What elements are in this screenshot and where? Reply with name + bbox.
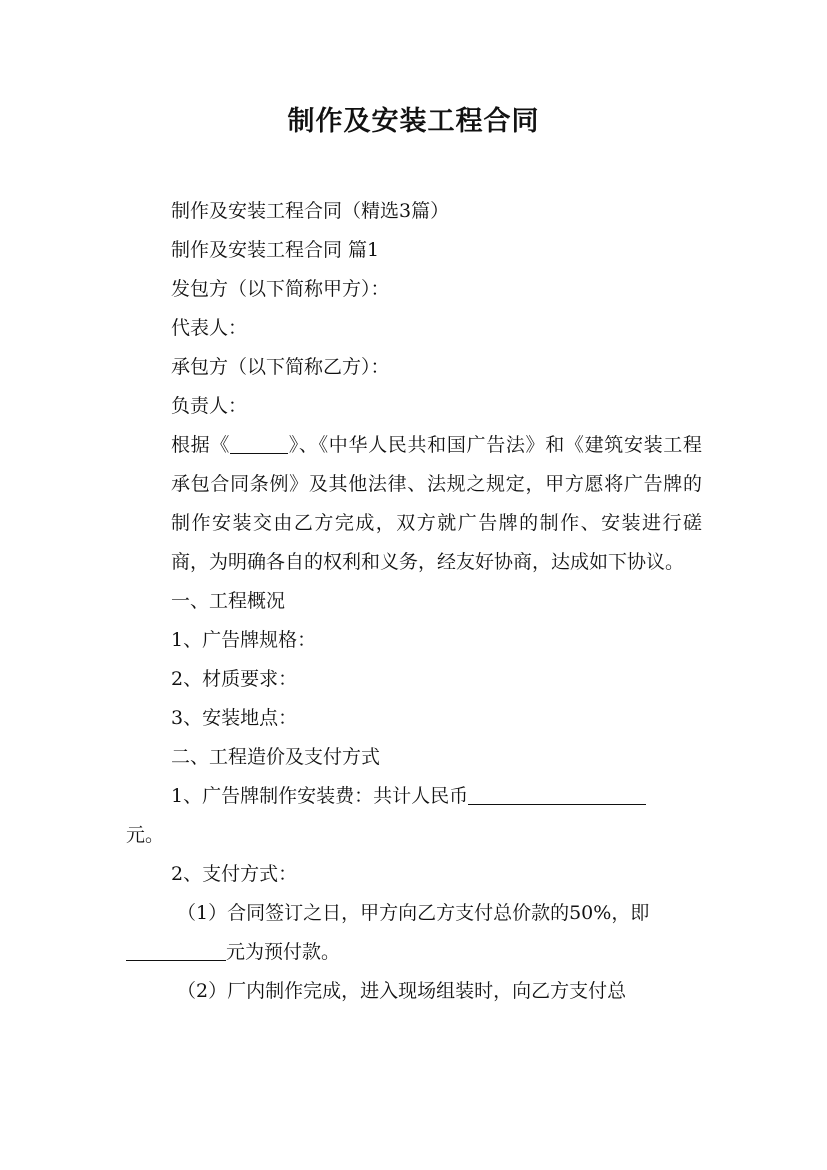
intro-post: 》、《中华人民共和国广告法》和《建筑安装工程承包合同条例》及其他法律、法规之规定，甲方愿将广告牌的制作安装交由乙方完成，双方就广告牌的制作、安装进行磋商，为明确各自的权利和义务，经友好协商，达成如下协议。 <box>171 434 702 573</box>
item-1-3: 3、安装地点： <box>171 707 298 729</box>
fill-blank-prepay <box>126 938 226 961</box>
item-1-1: 1、广告牌规格： <box>171 629 317 651</box>
item-2-2: 2、支付方式： <box>171 863 298 885</box>
party-a-line: 发包方（以下简称甲方）： <box>171 278 390 300</box>
responsible-line: 负责人： <box>171 395 248 417</box>
party-b-line: 承包方（以下简称乙方）： <box>171 356 390 378</box>
fill-blank-law <box>230 431 288 454</box>
intro-paragraph <box>126 426 702 582</box>
section-heading-1: 一、工程概况 <box>171 590 286 612</box>
item-2-1-text: 1、广告牌制作安装费：共计人民币 <box>171 785 469 807</box>
document-title: 制作及安装工程合同 <box>287 106 540 137</box>
document-body <box>126 192 702 1011</box>
representative-line: 代表人： <box>171 317 248 339</box>
payment-2: （2）厂内制作完成，进入现场组装时，向乙方支付总 <box>177 980 627 1002</box>
item-2-1-tail: 元。 <box>126 824 165 846</box>
part-heading: 制作及安装工程合同 篇1 <box>171 239 380 261</box>
payment-1-tail <box>126 933 702 972</box>
item-2-1 <box>126 777 702 816</box>
section-heading-2: 二、工程造价及支付方式 <box>171 746 381 768</box>
subtitle-line: 制作及安装工程合同（精选3篇） <box>171 200 450 222</box>
item-1-2: 2、材质要求： <box>171 668 298 690</box>
payment-1-tail-text: 元为预付款。 <box>226 941 341 963</box>
fill-blank-amount <box>468 782 646 805</box>
payment-1: （1）合同签订之日，甲方向乙方支付总价款的50%，即 <box>177 902 650 924</box>
intro-pre: 根据《 <box>171 434 231 456</box>
